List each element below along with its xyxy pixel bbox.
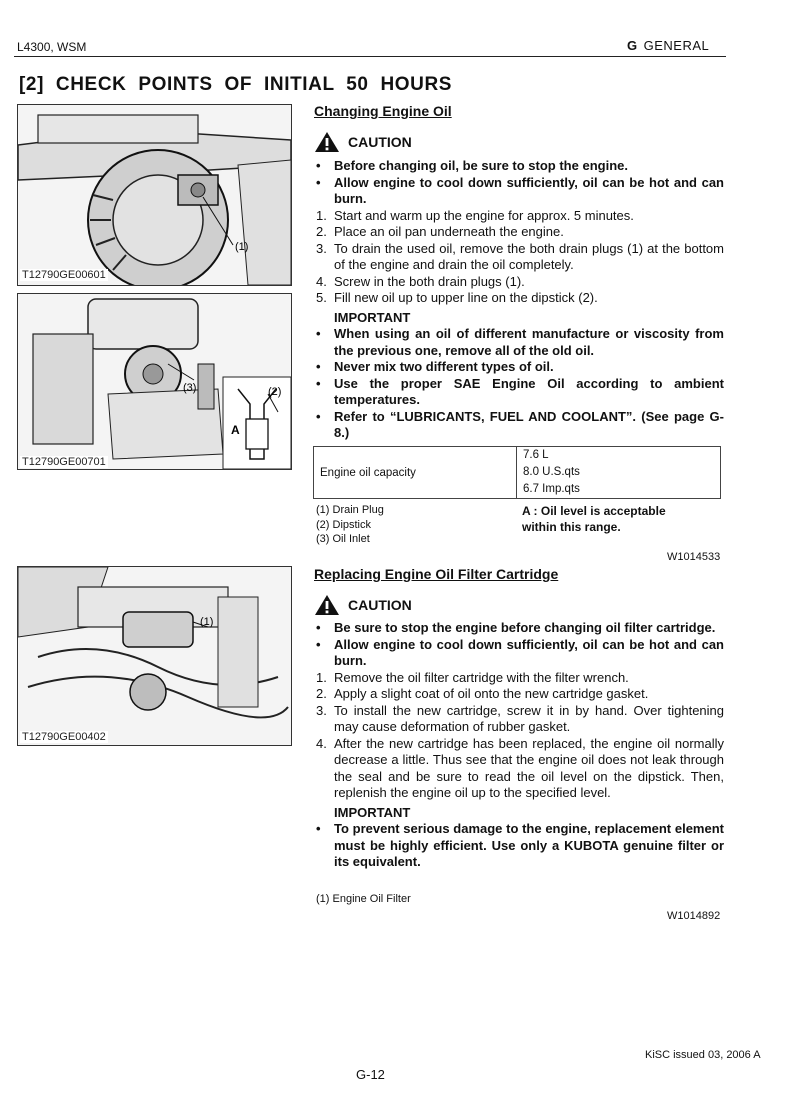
header-model: L4300, WSM xyxy=(17,40,87,54)
figure-dipstick xyxy=(17,293,292,470)
drain-plug-illustration xyxy=(18,105,291,285)
filter-change-heading: Replacing Engine Oil Filter Cartridge xyxy=(314,566,559,582)
figure-2-caption: T12790GE00701 xyxy=(22,456,106,468)
filter-change-legend xyxy=(316,892,411,907)
filter-caution-item: • Be sure to stop the engine before changing oil filter cartridge. xyxy=(316,620,716,635)
figure-2-callout-3: (3) xyxy=(183,382,197,394)
footer-issue: KiSC issued 03, 2006 A xyxy=(645,1049,761,1061)
section-title: [2] CHECK POINTS OF INITIAL 50 HOURS xyxy=(19,74,453,95)
header-section-letter: G xyxy=(627,38,638,53)
oil-change-heading: Changing Engine Oil xyxy=(314,103,452,119)
legend-item: (3) Oil Inlet xyxy=(316,533,370,545)
filter-change-caution xyxy=(314,594,412,616)
oil-filter-illustration xyxy=(18,567,291,745)
warning-icon xyxy=(314,131,340,153)
filter-caution-item: • Allow engine to cool down sufficiently, oil can be hot and can burn. xyxy=(316,636,724,668)
oil-step: 1. Start and warm up the engine for approx. 5 minutes. xyxy=(316,207,634,223)
oil-change-caution-label: CAUTION xyxy=(348,134,412,150)
warning-icon xyxy=(314,594,340,616)
dipstick-illustration xyxy=(18,294,291,469)
filter-change-body xyxy=(314,620,724,871)
oil-caution-item: • Allow engine to cool down sufficiently, oil can be hot and can burn. xyxy=(316,174,724,206)
figure-2-callout-2: (2) xyxy=(268,386,282,398)
oil-capacity-value: 7.6 L xyxy=(523,449,549,461)
filter-change-ref-code: W1014892 xyxy=(667,910,721,922)
figure-1-callout: (1) xyxy=(235,241,249,253)
oil-important-item: • Use the proper SAE Engine Oil according to ambient temperatures. xyxy=(316,375,724,407)
header-rule xyxy=(14,56,726,57)
figure-3-caption: T12790GE00402 xyxy=(22,731,106,743)
oil-important-item: • Never mix two different types of oil. xyxy=(316,359,554,374)
oil-important-item: • Refer to “LUBRICANTS, FUEL AND COOLANT”. (See page G-8.) xyxy=(316,408,724,440)
oil-capacity-label: Engine oil capacity xyxy=(314,447,517,499)
filter-step: 4. After the new cartridge has been replaced, the engine oil normally decrease a little. Thus see that the engine oil does not leak through the seal and be sure to read the oil level on the dipstick. Then, replenish the engine oil up to the specified level. xyxy=(316,735,724,800)
oil-step: 2. Place an oil pan underneath the engine. xyxy=(316,224,564,239)
filter-change-caution-label: CAUTION xyxy=(348,597,412,613)
filter-step: 1. Remove the oil filter cartridge with the filter wrench. xyxy=(316,669,629,685)
header-section xyxy=(627,38,709,53)
oil-step: 3. To drain the used oil, remove the both drain plugs (1) at the bottom of the engine and drain the oil completely. xyxy=(316,240,724,272)
figure-2-callout-a: A xyxy=(231,423,240,437)
filter-important-label: IMPORTANT xyxy=(334,804,411,820)
header-section-name: GENERAL xyxy=(643,38,710,53)
oil-change-caution xyxy=(314,131,412,153)
oil-important-item: • When using an oil of different manufacture or viscosity from the previous one, remove all of the old oil. xyxy=(316,326,724,358)
legend-item: (1) Engine Oil Filter xyxy=(316,893,411,905)
oil-level-note: A : Oil level is acceptable within this range. xyxy=(522,504,666,534)
figure-drain-plug xyxy=(17,104,292,286)
oil-capacity-value: 8.0 U.S.qts xyxy=(523,466,580,478)
figure-1-caption: T12790GE00601 xyxy=(22,269,106,281)
oil-step: 4. Screw in the both drain plugs (1). xyxy=(316,273,525,289)
legend-item: (2) Dipstick xyxy=(316,518,372,531)
oil-step: 5. Fill new oil up to upper line on the dipstick (2). xyxy=(316,290,598,305)
oil-capacity-values xyxy=(517,447,721,499)
oil-change-legend xyxy=(316,503,384,547)
filter-step: 3. To install the new cartridge, screw it in by hand. Over tightening may cause deformation of rubber gasket. xyxy=(316,702,724,734)
oil-change-body xyxy=(314,158,724,442)
oil-capacity-value: 6.7 Imp.qts xyxy=(523,483,580,495)
filter-step: 2. Apply a slight coat of oil onto the new cartridge gasket. xyxy=(316,686,649,701)
legend-item: (1) Drain Plug xyxy=(316,504,384,516)
oil-capacity-table xyxy=(313,446,721,499)
oil-important-label: IMPORTANT xyxy=(334,309,411,325)
oil-caution-item: • Before changing oil, be sure to stop the engine. xyxy=(316,158,628,173)
footer-page-number: G-12 xyxy=(356,1067,385,1082)
filter-important-item: • To prevent serious damage to the engine, replacement element must be highly efficient. Use only a KUBOTA genuine filter or its equivalent. xyxy=(316,821,724,869)
oil-change-ref-code: W1014533 xyxy=(667,551,721,563)
figure-3-callout: (1) xyxy=(200,616,214,628)
figure-oil-filter xyxy=(17,566,292,746)
